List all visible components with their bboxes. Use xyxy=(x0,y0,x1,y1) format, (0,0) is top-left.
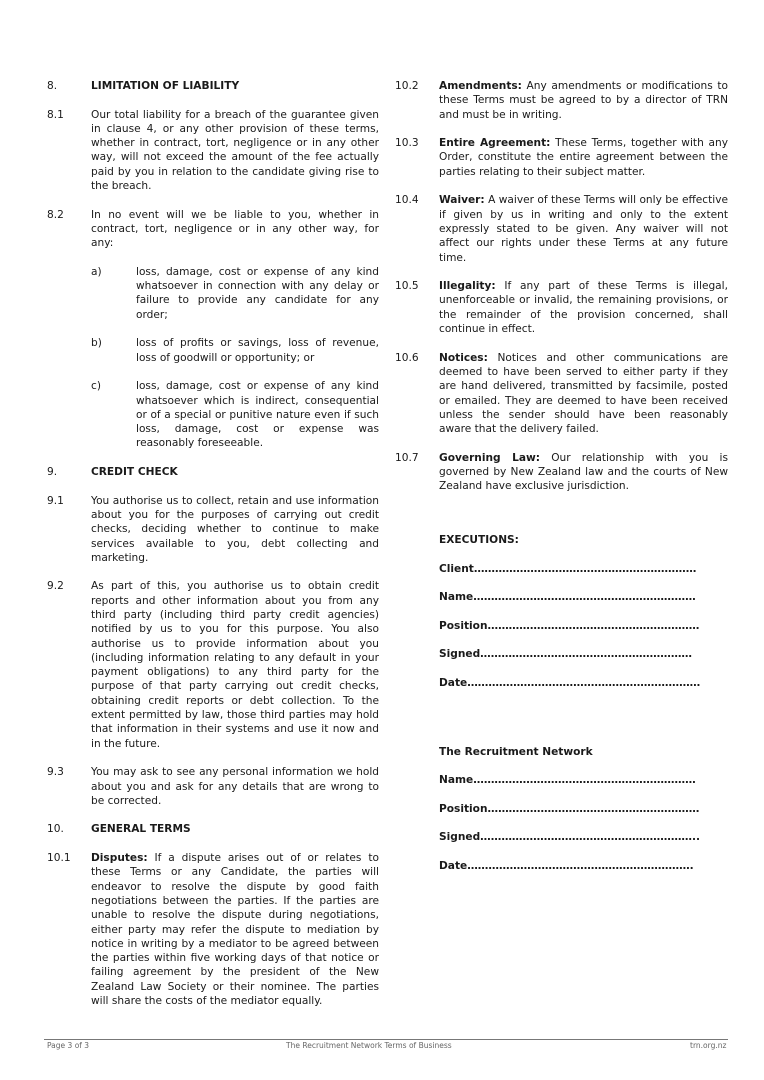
footer-divider xyxy=(44,1039,728,1040)
clause-body: Notices and other communications are deemed to have been served to either party if they are hand delivered, transmitted by facsimile, posted or emailed. They are deemed to have been received unless the sender should have been reasonably aware that the delivery failed. xyxy=(439,351,728,436)
clause-text xyxy=(439,351,728,437)
client-date-line[interactable]: Date………………………………………………………… xyxy=(439,677,701,689)
clause-text xyxy=(439,451,728,494)
clause-number: 8.1 xyxy=(47,108,64,121)
clause-9-3 xyxy=(47,765,379,808)
trn-signed-line[interactable]: Signed…………………………………………………….. xyxy=(439,831,701,843)
clause-10-1 xyxy=(47,851,379,1008)
client-signature-line[interactable]: Client……………………………………………………… xyxy=(439,563,697,575)
right-column xyxy=(395,79,728,508)
clause-9-2 xyxy=(47,579,379,751)
clause-body: If any part of these Terms is illegal, unenforceable or invalid, the remaining provisions, or the remainder of the provision concerned, shall continue in effect. xyxy=(439,280,728,336)
sub-clause-letter: c) xyxy=(91,380,101,393)
client-signed-line[interactable]: Signed…………………………………………………… xyxy=(439,648,693,660)
clause-text xyxy=(439,193,728,264)
section-number: 10. xyxy=(47,823,64,836)
clause-number: 10.5 xyxy=(395,280,419,293)
section-title: GENERAL TERMS xyxy=(91,823,191,836)
clause-text: You may ask to see any personal information we hold about you and ask for any details that are wrong to be corrected. xyxy=(91,766,379,807)
sub-clause-text: loss, damage, cost or expense of any kind whatsoever which is indirect, consequential or of a special or punitive nature even if such loss, damage, cost or expense was reasonably foreseeable. xyxy=(136,380,379,450)
sub-clause-text: loss of profits or savings, loss of revenue, loss of goodwill or opportunity; or xyxy=(136,337,379,364)
clause-label: Entire Agreement: xyxy=(439,137,551,150)
clause-8-1 xyxy=(47,108,379,194)
sub-clause-letter: b) xyxy=(91,337,102,350)
clause-10-2 xyxy=(395,79,728,122)
clause-number: 9.3 xyxy=(47,766,64,779)
clause-number: 10.6 xyxy=(395,351,419,364)
clause-8-2-a xyxy=(91,265,379,322)
clause-number: 9.1 xyxy=(47,494,64,507)
clause-text: You authorise us to collect, retain and use information about you for the purposes of carrying out credit checks, deciding whether to continue to make services available to you, debt collecting and marketing. xyxy=(91,494,379,564)
footer-document-title: The Recruitment Network Terms of Business xyxy=(286,1041,452,1050)
clause-number: 10.3 xyxy=(395,137,419,150)
clause-text: As part of this, you authorise us to obtain credit reports and other information about you from any third party (including third party credit agencies) notified by us to you for this purpose. You also authorise us to provide information about you (including information relating to any default in your payment obligations) to any third party for the purpose of that party carrying out credit checks, obtaining credit reports or debt collection. To the extent permitted by law, those third parties may hold that information in their systems and use it now and in the future. xyxy=(91,580,379,750)
clause-body: If a dispute arises out of or relates to these Terms or any Candidate, the parties will endeavor to resolve the dispute by good faith negotiations between the parties. If the parties are unable to resolve the dispute during negotiations, either party may refer the dispute to mediation by notice in writing by a mediator to be agreed between the parties within five working days of that notice or failing agreement by the president of the New Zealand Law Society or their nominee. The parties will share the costs of the mediator equally. xyxy=(91,852,379,1007)
clause-text: In no event will we be liable to you, whether in contract, tort, negligence or in any other way, for any: xyxy=(91,208,379,250)
sub-clause-text: loss, damage, cost or expense of any kind whatsoever in connection with any delay or failure to provide any candidate for any order; xyxy=(136,265,379,321)
clause-body: A waiver of these Terms will only be effective if given by us in writing and only to the extent expressly stated to be given. Any waiver will not affect our rights under these Terms at any future time. xyxy=(439,194,728,264)
clause-10-5 xyxy=(395,279,728,336)
clause-10-3 xyxy=(395,136,728,179)
clause-8-2-c xyxy=(91,379,379,450)
section-number: 9. xyxy=(47,466,58,479)
executions-title: EXECUTIONS: xyxy=(439,534,519,546)
clause-text xyxy=(439,79,728,122)
clause-body: Any amendments or modifications to these Terms must be agreed to by a director of TRN and must be in writing. xyxy=(439,80,728,121)
trn-name-line[interactable]: Name……………………………………………………… xyxy=(439,774,696,786)
clause-label: Disputes: xyxy=(91,852,148,865)
section-10-heading xyxy=(47,822,379,836)
section-number: 8. xyxy=(47,80,58,92)
trn-date-line[interactable]: Date………………………………………………………. xyxy=(439,860,694,872)
clause-label: Waiver: xyxy=(439,194,485,207)
clause-10-7 xyxy=(395,451,728,494)
clause-10-6 xyxy=(395,351,728,437)
clause-label: Amendments: xyxy=(439,80,522,92)
trn-title: The Recruitment Network xyxy=(439,746,593,758)
clause-text xyxy=(439,279,728,336)
footer-page-number: Page 3 of 3 xyxy=(47,1041,90,1050)
clause-label: Notices: xyxy=(439,351,488,364)
clause-body: Our relationship with you is governed by New Zealand law and the courts of New Zealand have exclusive jurisdiction. xyxy=(439,451,728,493)
clause-8-2 xyxy=(47,208,379,251)
section-title: CREDIT CHECK xyxy=(91,466,178,479)
clause-text: Our total liability for a breach of the guarantee given in clause 4, or any other provision of these terms, whether in contract, tort, negligence or in any other way, will not exceed the amount of the fee actually paid by you in relation to the candidate giving rise to the breach. xyxy=(91,108,379,193)
section-8-heading xyxy=(47,79,379,93)
clause-number: 9.2 xyxy=(47,580,64,593)
clause-number: 8.2 xyxy=(47,208,64,221)
clause-label: Governing Law: xyxy=(439,451,541,464)
clause-8-2-b xyxy=(91,336,379,365)
clause-label: Illegality: xyxy=(439,280,496,293)
footer-website: trn.org.nz xyxy=(690,1041,727,1050)
clause-body: These Terms, together with any Order, constitute the entire agreement between the parties relating to their subject matter. xyxy=(439,137,729,178)
clause-number: 10.7 xyxy=(395,451,419,464)
clause-10-4 xyxy=(395,193,728,264)
left-column xyxy=(47,79,379,1023)
clause-text xyxy=(439,136,728,179)
clause-text xyxy=(91,851,379,1008)
section-title: LIMITATION OF LIABILITY xyxy=(91,80,240,92)
sub-clause-letter: a) xyxy=(91,265,102,278)
section-9-heading xyxy=(47,465,379,479)
clause-number: 10.4 xyxy=(395,194,419,207)
trn-position-line[interactable]: Position…………………………………………………… xyxy=(439,803,700,815)
clause-9-1 xyxy=(47,494,379,565)
clause-number: 10.2 xyxy=(395,80,419,92)
client-position-line[interactable]: Position…………………………………………………… xyxy=(439,620,700,632)
client-name-line[interactable]: Name……………………………………………………… xyxy=(439,591,696,603)
clause-number: 10.1 xyxy=(47,852,71,865)
